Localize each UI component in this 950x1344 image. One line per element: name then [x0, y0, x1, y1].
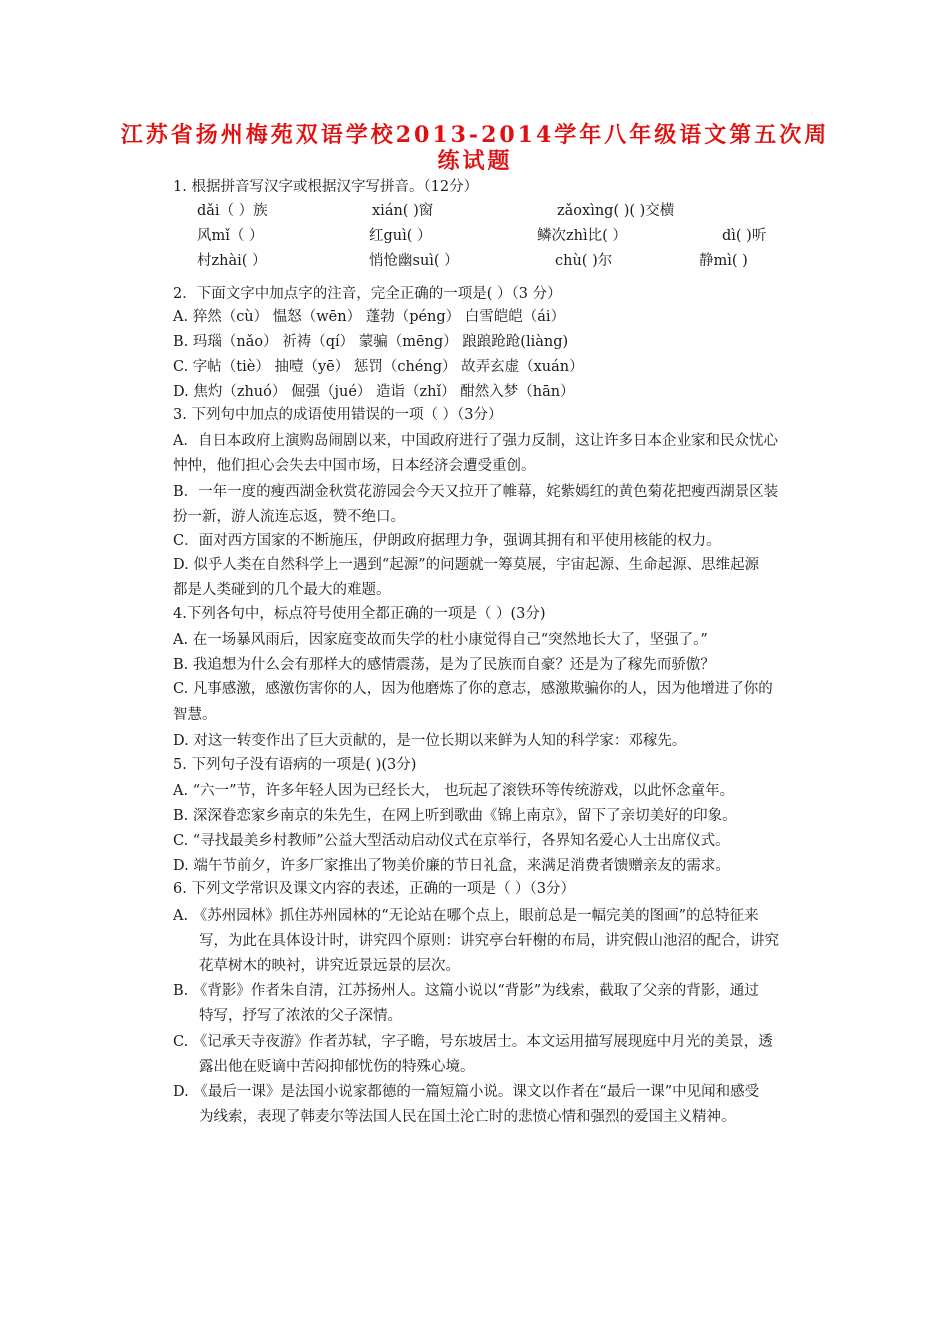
q6-line: A. 《苏州园林》抓住苏州园林的“无论站在哪个点上，眼前总是一幅完美的图画”的总特征来 [173, 908, 759, 924]
q5-stem: 5. 下列句子没有语病的一项是( )(3分) [173, 757, 417, 773]
q1-item: dì( )听 [722, 228, 767, 244]
document-title [0, 122, 950, 174]
q1-item: 鳞次zhì比( ） [537, 228, 627, 244]
q4-line: C. 凡事感激，感激伤害你的人，因为他磨炼了你的意志，感激欺骗你的人，因为他增进了你的 [173, 681, 773, 697]
q1-item: 村zhài( ） [197, 253, 267, 269]
q6-stem: 6. 下列文学常识及课文内容的表述，正确的一项是（ ）（3分） [173, 881, 576, 897]
q3-line: 忡忡，他们担心会失去中国市场，日本经济会遭受重创。 [173, 458, 536, 474]
q6-line: 露出他在贬谪中苦闷抑郁忧伤的特殊心境。 [199, 1059, 475, 1075]
title-line-2: 练试题 [437, 148, 513, 174]
q5-line: D. 端午节前夕，许多厂家推出了物美价廉的节日礼盒，来满足消费者馈赠亲友的需求。 [173, 858, 730, 874]
q1-item: 悄怆幽suì( ） [369, 253, 459, 269]
q6-line: D. 《最后一课》是法国小说家都德的一篇短篇小说。课文以作者在“最后一课”中见闻和感受 [173, 1084, 760, 1100]
q2-option-b: B. 玛瑙（nǎo） 祈祷（qí） 蒙骗（mēng） 踉踉跄跄(liàng) [173, 334, 569, 350]
q6-line: 特写，抒写了浓浓的父子深情。 [199, 1008, 402, 1024]
q1-item: zǎoxìng( )( )交横 [557, 203, 675, 219]
q2-option-c: C. 字帖（tiè） 抽噎（yē） 惩罚（chéng） 故弄玄虚（xuán） [173, 359, 584, 375]
q6-line: 花草树木的映衬，讲究近景远景的层次。 [199, 958, 460, 974]
q4-line: A. 在一场暴风雨后，因家庭变故而失学的杜小康觉得自己“突然地长大了，坚强了。” [173, 632, 708, 648]
q6-line: B. 《背影》作者朱自清，江苏扬州人。这篇小说以“背影”为线索，截取了父亲的背影，通过 [173, 983, 759, 999]
q2-stem: 2．下面文字中加点字的注音，完全正确的一项是( ）（3 分） [173, 286, 562, 302]
q5-line: A. “六一”节，许多年轻人因为已经长大， 也玩起了滚铁环等传统游戏，以此怀念童年。 [173, 783, 735, 799]
q4-line: 智慧。 [173, 707, 217, 723]
q6-line: 为线索，表现了韩麦尔等法国人民在国土沦亡时的悲愤心情和强烈的爱国主义精神。 [199, 1109, 736, 1125]
q3-line: B．一年一度的瘦西湖金秋赏花游园会今天又拉开了帷幕，姹紫嫣红的黄色菊花把瘦西湖景区装 [173, 484, 779, 500]
q2-option-d: D. 焦灼（zhuó） 倔强（jué） 造诣（zhǐ） 酣然入梦（hān） [173, 384, 575, 400]
q4-stem: 4.下列各句中，标点符号使用全都正确的一项是（ ）(3分) [173, 606, 546, 622]
q3-stem: 3. 下列句中加点的成语使用错误的一项（ ）（3分） [173, 407, 503, 423]
q1-item: chù( )尔 [555, 253, 613, 269]
q5-line: C. “寻找最美乡村教师”公益大型活动启动仪式在京举行，各界知名爱心人士出席仪式。 [173, 833, 730, 849]
q6-line: C. 《记承天寺夜游》作者苏轼，字子瞻，号东坡居士。本文运用描写展现庭中月光的美景，透 [173, 1034, 773, 1050]
q3-line: D. 似乎人类在自然科学上一遇到“起源”的问题就一筹莫展，宇宙起源、生命起源、思维起源 [173, 557, 760, 573]
q6-line: 写，为此在具体设计时，讲究四个原则：讲究亭台轩榭的布局，讲究假山池沼的配合，讲究 [199, 933, 779, 949]
q5-line: B. 深深眷恋家乡南京的朱先生，在网上听到歌曲《锦上南京》，留下了亲切美好的印象。 [173, 808, 737, 824]
q1-item: 静mì( ) [699, 253, 748, 269]
q4-line: D. 对这一转变作出了巨大贡献的，是一位长期以来鲜为人知的科学家：邓稼先。 [173, 733, 687, 749]
q1-item: xián( )窗 [372, 203, 434, 219]
q1-item: 风mǐ（ ） [197, 228, 264, 244]
q4-line: B. 我追想为什么会有那样大的感情震荡，是为了民族而自豪？还是为了稼先而骄傲？ [173, 657, 715, 673]
q3-line: A．自日本政府上演购岛闹剧以来，中国政府进行了强力反制，这让许多日本企业家和民众忧心 [173, 433, 778, 449]
q3-line: 都是人类碰到的几个最大的难题。 [173, 582, 391, 598]
q1-item: 红guì( ） [369, 228, 432, 244]
q1-stem: 1. 根据拼音写汉字或根据汉字写拼音。（12分） [173, 179, 479, 195]
q2-option-a: A. 猝然（cù） 愠怒（wēn） 蓬勃（péng） 白雪皑皑（ái） [173, 309, 566, 325]
q3-line: 扮一新，游人流连忘返，赞不绝口。 [173, 509, 405, 525]
title-line-1: 江苏省扬州梅苑双语学校2013-2014学年八年级语文第五次周 [120, 122, 830, 148]
q3-line: C．面对西方国家的不断施压，伊朗政府据理力争，强调其拥有和平使用核能的权力。 [173, 533, 721, 549]
q1-item: dǎi（ ）族 [197, 203, 268, 219]
